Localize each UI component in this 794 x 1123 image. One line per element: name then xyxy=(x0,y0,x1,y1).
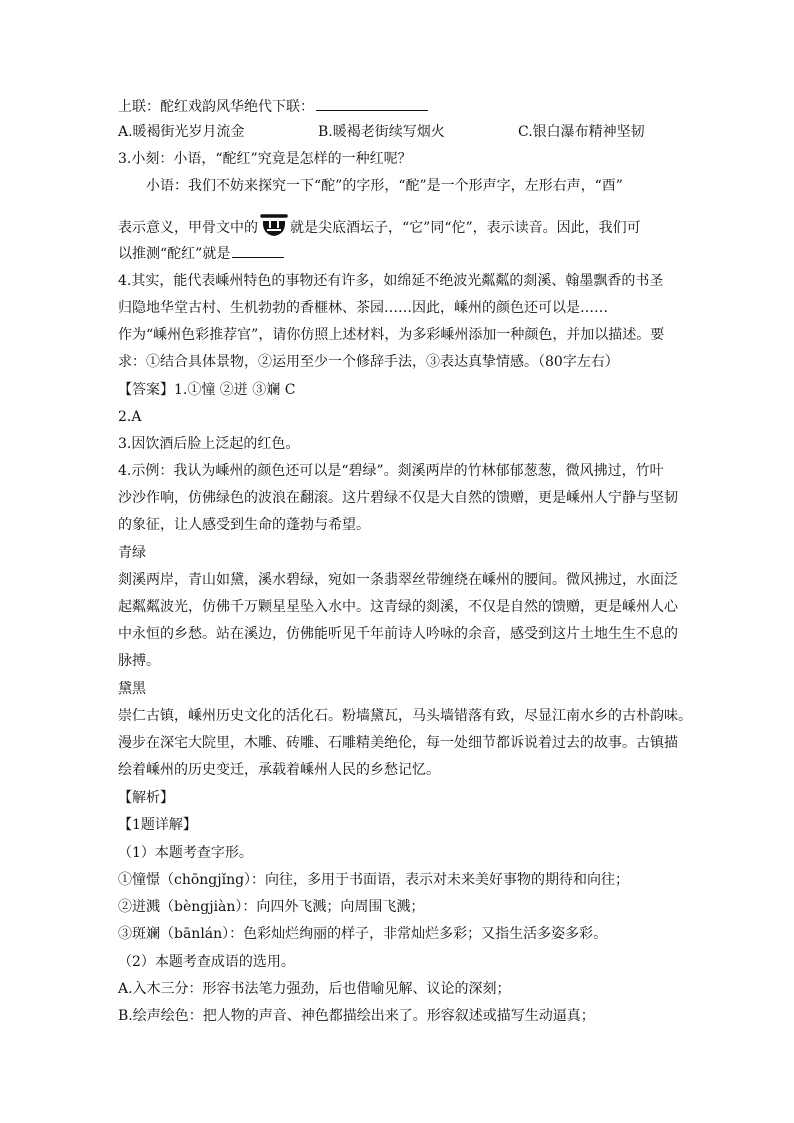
q1-detail-line-2: ①憧憬（chōngjǐng）：向往，多用于书面语，表示对未来美好事物的期待和向往； xyxy=(118,872,630,888)
option-a: A.暖褐街光岁月流金 xyxy=(118,124,245,140)
q1-detail-line-3: ②迸溅（bèngjiàn）：向四外飞溅；向周围飞溅； xyxy=(118,899,425,915)
q3-answer-line-3 xyxy=(118,243,678,264)
qinglv-line-2: 起粼粼波光，仿佛千万颗星星坠入水中。这青绿的剡溪，不仅是自然的馈赠，更是嵊州人心 xyxy=(118,599,678,615)
q1-detail-line-7: B.绘声绘色：把人物的声音、神色都描绘出来了。形容叙述或描写生动逼真； xyxy=(118,1008,595,1024)
daihei-line-2: 漫步在深宅大院里，木雕、砖雕、石雕精美绝伦，每一处细节都诉说着过去的故事。古镇描 xyxy=(118,735,678,751)
option-b: B.暖褐老街续写烟火 xyxy=(318,124,445,140)
q1-detail-line-1: （1）本题考查字形。 xyxy=(118,845,253,861)
analysis-heading: 【解析】 xyxy=(118,790,174,806)
answer-2: 2.A xyxy=(118,409,142,425)
q3-answer-2b: 就是尖底酒坛子，“它”同“佗”，表示读音。因此，我们可 xyxy=(290,220,641,236)
q3-answer-3: 以推测“酡红”就是 xyxy=(118,246,231,262)
answer-4-line-3: 的象征，让人感受到生命的蓬勃与希望。 xyxy=(118,517,370,533)
answer-1: 【答案】1.①憧 ②迸 ③斓 C xyxy=(118,382,296,398)
qinglv-line-3: 中永恒的乡愁。站在溪边，仿佛能听见千年前诗人吟咏的余音，感受到这片土地生生不息的 xyxy=(118,626,678,642)
option-c: C.银白瀑布精神坚韧 xyxy=(518,124,645,140)
couplet-line xyxy=(118,96,678,117)
heading-qinglv: 青绿 xyxy=(118,545,146,561)
q3-answer-line-1: 小语：我们不妨来探究一下“酡”的字形，“酡”是一个形声字，左形右声，“酉” xyxy=(146,178,623,194)
answer-blank xyxy=(316,96,428,111)
heading-daihei: 黛黑 xyxy=(118,681,146,697)
answer-4-line-1: 4.示例：我认为嵊州的颜色还可以是“碧绿”。剡溪两岸的竹林郁郁葱葱，微风拂过，竹叶 xyxy=(118,463,664,479)
daihei-line-1: 崇仁古镇，嵊州历史文化的活化石。粉墙黛瓦，马头墙错落有致，尽显江南水乡的古朴韵味。 xyxy=(118,708,692,724)
question-4-line-2: 归隐地华堂古村、生机勃勃的香榧林、茶园……因此，嵊州的颜色还可以是…… xyxy=(118,300,608,316)
answer-3: 3.因饮酒后脸上泛起的红色。 xyxy=(118,436,300,452)
question-4-line-3: 作为“嵊州色彩推荐官”，请你仿照上述材料，为多彩嵊州添加一种颜色，并加以描述。要 xyxy=(118,327,665,343)
q1-detail-heading: 【1题详解】 xyxy=(118,817,197,833)
q1-detail-line-6: A.入木三分：形容书法笔力强劲，后也借喻见解、议论的深刻； xyxy=(118,981,511,997)
q1-detail-line-4: ③斑斓（bānlán）：色彩灿烂绚丽的样子，非常灿烂多彩；又指生活多姿多彩。 xyxy=(118,926,608,942)
question-4-line-4: 求：①结合具体景物，②运用至少一个修辞手法，③表达真挚情感。（80字左右） xyxy=(118,354,619,370)
qinglv-line-4: 脉搏。 xyxy=(118,653,160,669)
q1-detail-line-5: （2）本题考查成语的选用。 xyxy=(118,954,295,970)
qinglv-line-1: 剡溪两岸，青山如黛，溪水碧绿，宛如一条翡翠丝带缠绕在嵊州的腰间。微风拂过，水面泛 xyxy=(118,572,678,588)
oracle-bone-you-glyph-icon xyxy=(259,212,289,238)
question-3: 3.小刻：小语，“酡红”究竟是怎样的一种红呢？ xyxy=(118,151,412,167)
answer-blank xyxy=(232,243,284,258)
q3-answer-2a: 表示意义，甲骨文中的 xyxy=(118,220,258,236)
couplet-prefix: 上联：酡红戏韵风华绝代下联： xyxy=(118,99,314,115)
answer-4-line-2: 沙沙作响，仿佛绿色的波浪在翻滚。这片碧绿不仅是大自然的馈赠，更是嵊州人宁静与坚韧 xyxy=(118,490,678,506)
daihei-line-3: 绘着嵊州的历史变迁，承载着嵊州人民的乡愁记忆。 xyxy=(118,762,440,778)
q3-answer-line-2 xyxy=(118,212,678,238)
question-4-line-1: 4.其实，能代表嵊州特色的事物还有许多，如绵延不绝波光粼粼的剡溪、翰墨飘香的书圣 xyxy=(118,273,664,289)
